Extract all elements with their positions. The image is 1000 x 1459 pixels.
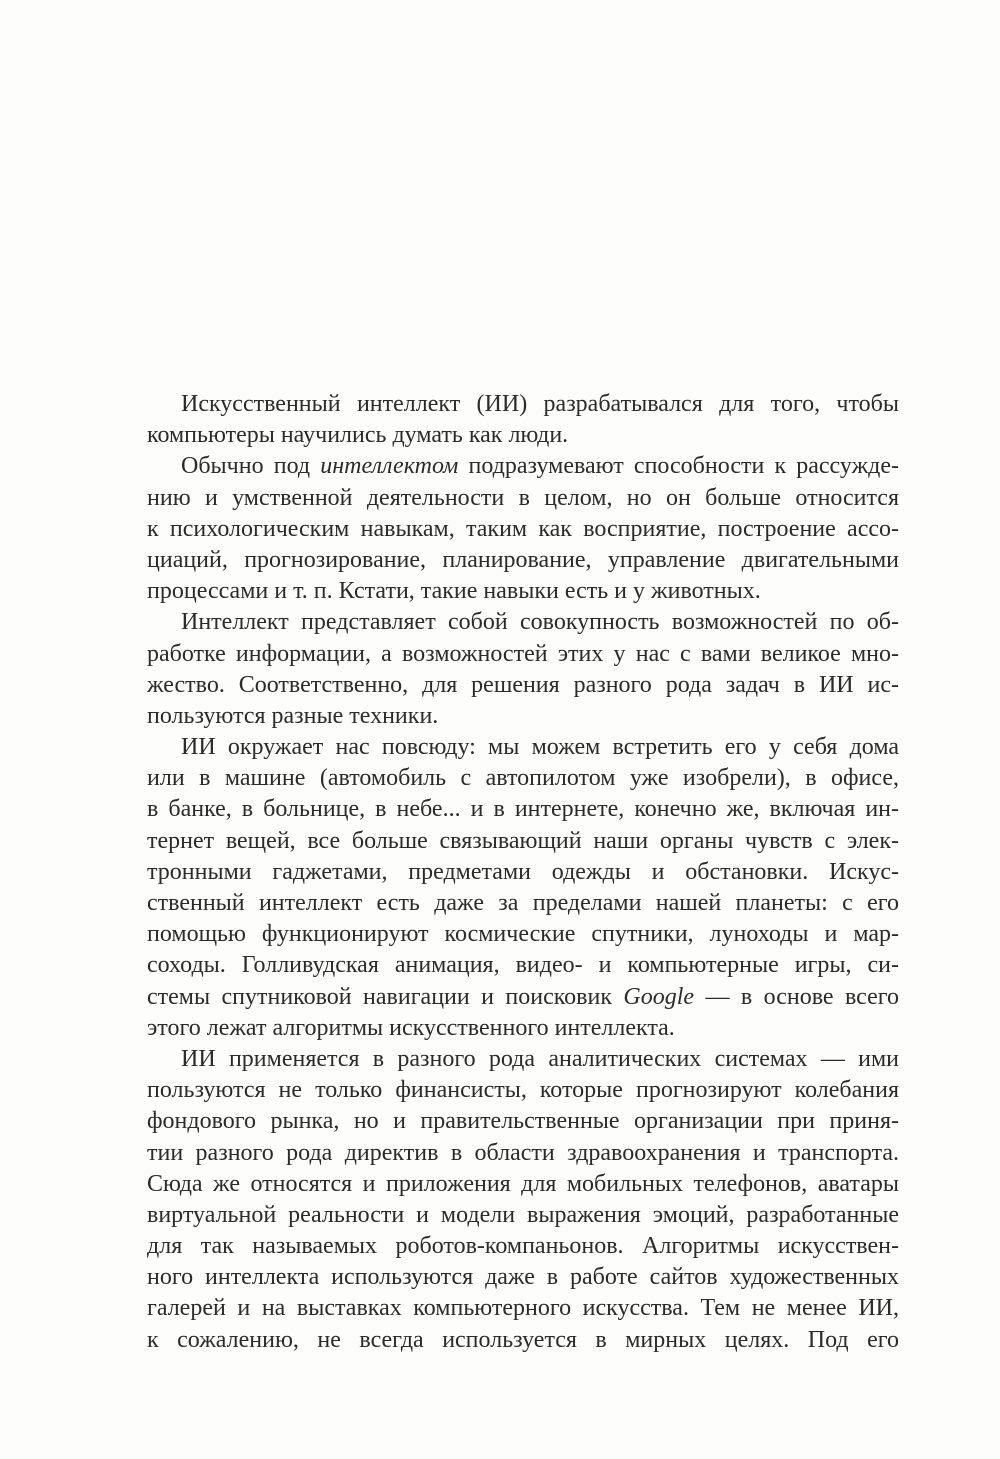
text-line: работке информации, а возможностей этих у нас с вами великое мно- — [147, 640, 899, 667]
text-line: ственный интеллект есть даже за пределами нашей планеты: с его — [147, 890, 899, 916]
text-line: в банке, в больнице, в небе... и в интернете, конечно же, включая ин- — [147, 796, 899, 823]
text-line: к психологическим навыкам, таким как восприятие, построение ассо- — [147, 515, 899, 542]
text-line: к сожалению, не всегда используется в мирных целях. Под его — [147, 1326, 899, 1353]
italic-term: Google — [623, 983, 695, 1010]
text-line: циаций, прогнозирование, планирование, управление двигательными — [147, 546, 899, 573]
body-text — [147, 389, 899, 1356]
text-line: Искусственный интеллект (ИИ) разрабатывался для того, чтобы — [181, 391, 899, 417]
italic-term: интеллектом — [320, 453, 459, 480]
text-run: подразумевают способности к рассужде- — [458, 453, 900, 480]
text-line: помощью функционируют космические спутники, луноходы и мар- — [147, 921, 899, 948]
text-line: галерей и на выставках компьютерного искусства. Тем не менее ИИ, — [147, 1295, 899, 1322]
text-line: или в машине (автомобиль с автопилотом уже изобрели), в офисе, — [147, 765, 899, 792]
text-line: ИИ применяется в разного рода аналитических системах — ими — [181, 1045, 899, 1072]
text-line: процессами и т. п. Кстати, такие навыки есть и у животных. — [147, 578, 761, 605]
text-line: Сюда же относятся и приложения для мобильных телефонов, аватары — [147, 1170, 899, 1197]
text-line: жество. Соответственно, для решения разного рода задач в ИИ ис- — [147, 671, 899, 698]
paragraph — [147, 389, 899, 451]
text-line — [147, 982, 899, 1013]
paragraph — [147, 1044, 899, 1356]
text-line: для так называемых роботов-компаньонов. Алгоритмы искусствен- — [147, 1233, 899, 1260]
text-line: тернет вещей, все больше связывающий наши органы чувств с элек- — [147, 827, 899, 854]
text-line: тронными гаджетами, предметами одежды и обстановки. Искус- — [147, 858, 899, 885]
text-run: Обычно под — [181, 453, 321, 480]
paragraph — [147, 732, 899, 1044]
text-run: — в основе всего — [694, 983, 900, 1010]
paragraph — [147, 451, 899, 607]
text-line: компьютеры научились думать как люди. — [147, 422, 569, 449]
text-line: фондового рынка, но и правительственные организации при приня- — [147, 1108, 899, 1135]
text-line — [147, 451, 899, 482]
text-line: виртуальной реальности и модели выражения эмоций, разработанные — [147, 1201, 899, 1228]
text-line: Интеллект представляет собой совокупность возможностей по об- — [181, 609, 899, 636]
text-line: пользуются разные техники. — [147, 702, 439, 729]
text-line: нию и умственной деятельности в целом, но он больше относится — [147, 484, 899, 511]
paragraph — [147, 607, 899, 732]
text-line: ного интеллекта используются даже в работе сайтов художественных — [147, 1264, 899, 1291]
text-line: ИИ окружает нас повсюду: мы можем встретить его у себя дома — [181, 734, 899, 761]
text-line: пользуются не только финансисты, которые прогнозируют колебания — [147, 1077, 899, 1104]
text-line: соходы. Голливудская анимация, видео- и компьютерные игры, си- — [147, 952, 899, 979]
text-run: стемы спутниковой навигации и поисковик — [147, 983, 624, 1010]
text-line: этого лежат алгоритмы искусственного интеллекта. — [147, 1014, 675, 1041]
text-line: тии разного рода директив в области здравоохранения и транспорта. — [147, 1139, 899, 1166]
